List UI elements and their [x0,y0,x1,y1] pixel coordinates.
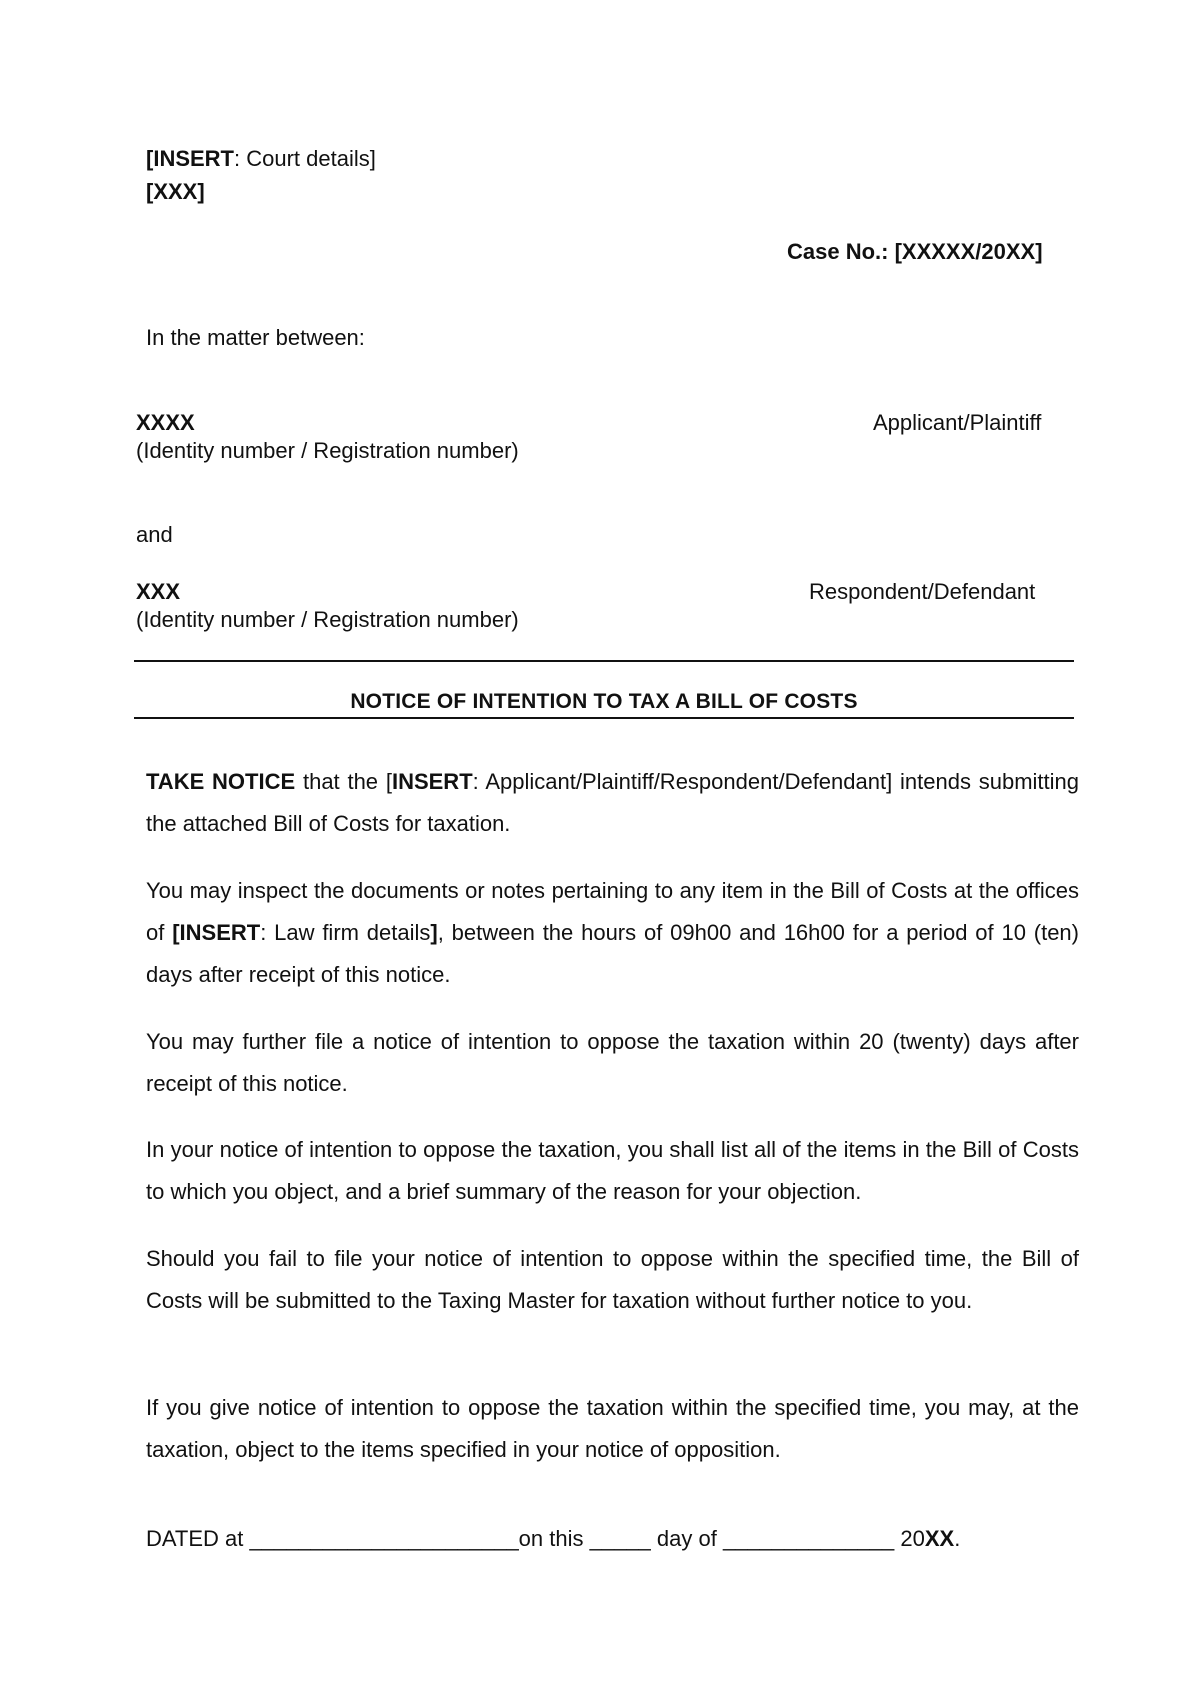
dated-text: DATED at ______________________on this _____ day of ______________ 20 [146,1526,925,1551]
title-rule-bottom [134,717,1074,719]
court-details-line [146,145,376,173]
p2-text-a: You may inspect the documents or notes pertaining to any item in the Bill of Costs at the offices of [146,878,1079,945]
paragraph-take-notice [146,761,1079,845]
p3-text: You may further file a notice of intention to oppose the taxation within 20 (twenty) days after receipt of this notice. [146,1029,1079,1096]
paragraph-inspect [146,870,1079,996]
paragraph-objection-list [146,1129,1079,1213]
p1-text-b: : Applicant/Plaintiff/Respondent/Defendant] intends submitting the attached Bill of Costs for taxation. [146,769,1079,836]
applicant-name: XXXX [136,410,195,435]
dated-end: . [954,1526,961,1551]
respondent-id: (Identity number / Registration number) [136,607,519,632]
applicant-id: (Identity number / Registration number) [136,438,519,463]
p5-text: Should you fail to file your notice of intention to oppose within the specified time, the Bill of Costs will be submitted to the Taxing Master for taxation without further notice to you. [146,1246,1079,1313]
p2-text-b: : Law firm details [260,920,431,945]
p6-text: If you give notice of intention to oppose the taxation within the specified time, you may, at the taxation, object to the items specified in your notice of opposition. [146,1395,1079,1462]
p2-insert-label: [INSERT [172,920,261,945]
court-placeholder: [XXX] [146,179,205,204]
p2-bracket: ] [430,920,438,945]
case-number: Case No.: [XXXXX/20XX] [787,239,1043,264]
applicant-role: Applicant/Plaintiff [873,410,1042,435]
document-title: NOTICE OF INTENTION TO TAX A BILL OF COSTS [350,690,858,713]
dated-line [146,1525,960,1553]
paragraph-give-notice [146,1387,1079,1471]
insert-label: [INSERT [146,146,234,171]
matter-intro: In the matter between: [146,325,365,350]
take-notice-label: TAKE NOTICE [146,769,296,794]
p4-text: In your notice of intention to oppose the taxation, you shall list all of the items in the Bill of Costs to which you object, and a brief summary of the reason for your objection. [146,1137,1079,1204]
and-conjunction: and [136,522,173,547]
p1-text-a: that the [ [295,769,392,794]
p2-text-c: , between the hours of 09h00 and 16h00 for a period of 10 (ten) days after receipt of this notice. [146,920,1079,987]
title-rule-top [134,660,1074,662]
paragraph-fail-to-file [146,1238,1079,1322]
respondent-name: XXX [136,579,181,604]
p1-insert-label: INSERT [391,769,473,794]
court-details-text: : Court details] [234,146,376,171]
dated-year-placeholder: XX [924,1526,955,1551]
paragraph-oppose-file [146,1021,1079,1105]
respondent-role: Respondent/Defendant [809,579,1036,604]
